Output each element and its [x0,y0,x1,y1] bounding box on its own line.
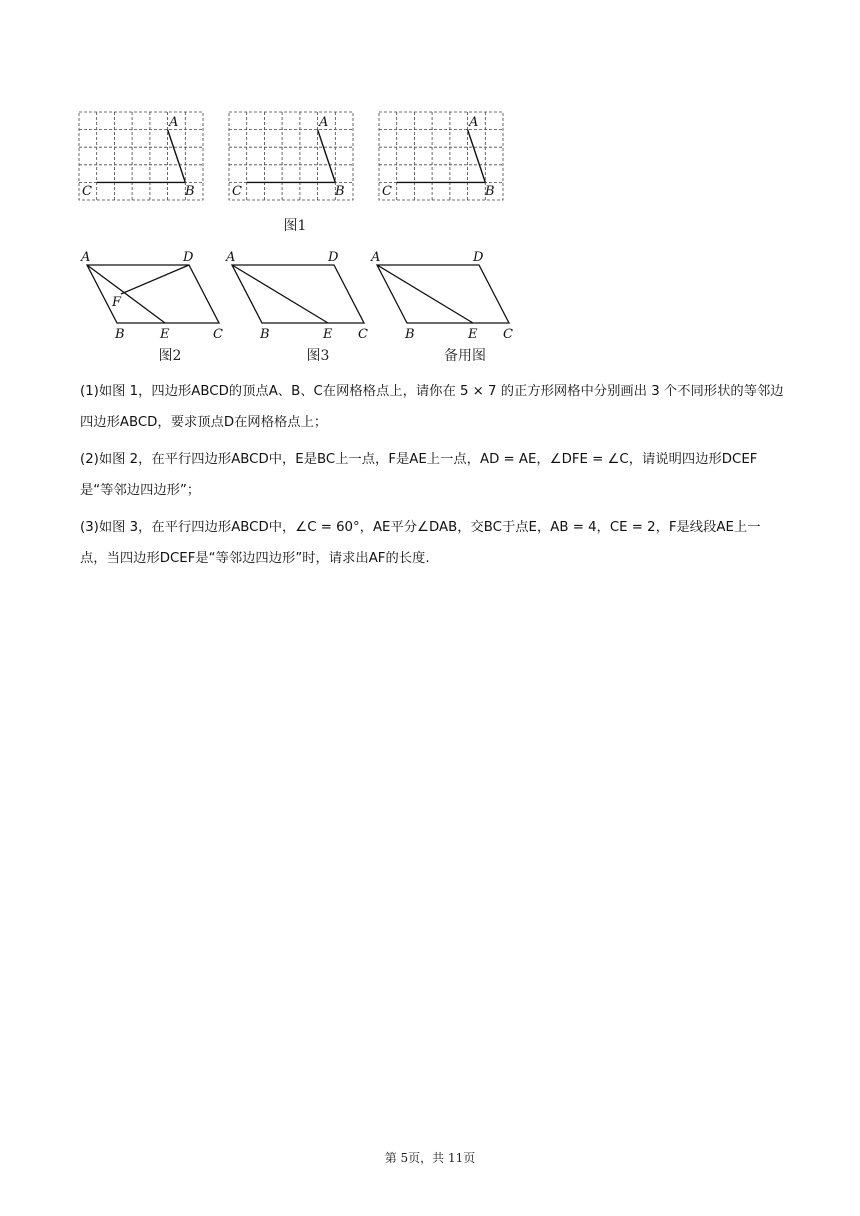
figure-3-caption: 图3 [306,348,330,364]
parallelogram-figure-spare [365,245,525,345]
label-C: C [232,184,242,199]
question-3: (3)如图 3，在平行四边形ABCD中，∠C = 60°，AE平分∠DAB，交BC于点E，AB = 4，CE = 2，F是线段AE上一点，当四边形DCEF是“等邻边四边形”时，请求出AF的长度. [80,520,761,566]
grid-figure-1a [75,108,210,203]
label-B: B [185,184,195,199]
label-C: C [358,327,368,342]
label-C: C [382,184,392,199]
question-2: (2)如图 2，在平行四边形ABCD中，E是BC上一点，F是AE上一点，AD = AE，∠DFE = ∠C，请说明四边形DCEF是“等邻边四边形”； [80,452,758,498]
label-B: B [485,184,495,199]
label-B: B [335,184,345,199]
label-A: A [81,250,91,265]
grid-figure-1b [225,108,360,203]
label-C: C [503,327,513,342]
label-B: B [115,327,125,342]
label-D: D [328,250,339,265]
label-C: C [213,327,223,342]
label-A: A [469,115,479,130]
figure-1-caption: 图1 [283,218,307,234]
label-A: A [226,250,236,265]
figure-spare-caption: 备用图 [444,348,486,364]
problem-text [80,376,785,574]
label-E: E [160,327,170,342]
label-D: D [183,250,194,265]
label-A: A [169,115,179,130]
page-footer: 第 5页，共 11页 [384,1151,476,1165]
question-1: (1)如图 1，四边形ABCD的顶点A、B、C在网格格点上，请你在 5 × 7 的正方形网格中分别画出 3 个不同形状的等邻边四边形ABCD，要求顶点D在网格格点上； [80,384,784,430]
label-E: E [468,327,478,342]
parallelogram-figure-2 [75,245,235,345]
label-A: A [371,250,381,265]
grid-figure-1c [375,108,510,203]
label-F: F [112,295,122,310]
label-A: A [319,115,329,130]
label-E: E [323,327,333,342]
label-D: D [473,250,484,265]
figure-2-caption: 图2 [158,348,182,364]
parallelogram-figure-3 [220,245,380,345]
label-C: C [82,184,92,199]
label-B: B [405,327,415,342]
label-B: B [260,327,270,342]
